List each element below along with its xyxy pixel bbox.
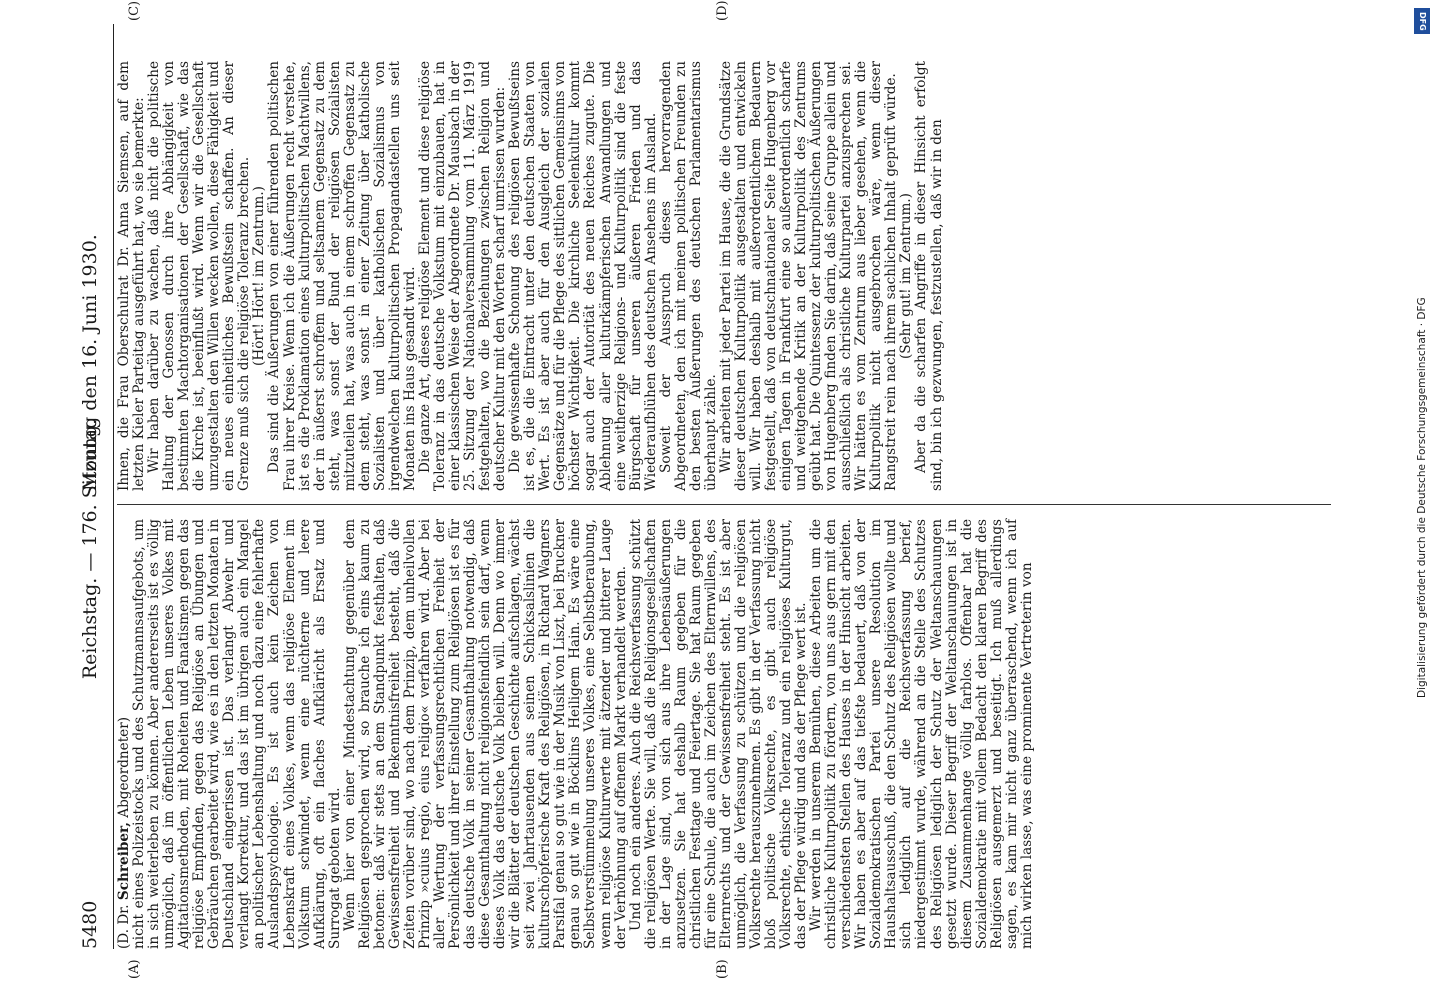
session-title: Reichstag. — 176. Sitzung.	[79, 418, 101, 680]
page-number: 5480	[79, 900, 101, 949]
paragraph: (Hört! Hört! im Zentrum.)	[251, 186, 268, 366]
margin-mark-c: (C)	[127, 0, 142, 21]
margin-mark-b: (B)	[715, 959, 730, 979]
speaker-prefix: (D. Dr.	[116, 904, 132, 949]
paragraph: Aber da die scharfen Angriffe in dieser Hinsicht erfolgt sind, bin ich gezwungen, festzustellen, daß wir in den	[913, 61, 945, 491]
session-date: Montag den 16. Juni 1930.	[79, 234, 101, 491]
paragraph: nicht eines Polizeistocks und des Schutzmannsaufgebots, um in sich weiterleben zu können. Aber andererseits ist es völlig unmöglich, daß im öffentlichen Leben unseres Volkes mit Agitationsmethoden, mit Roheiten und Fanatismen gegen das religiöse Empfinden, gegen das Religiöse an Übungen und Gebräuchen gearbeitet wird, wie es in den letzten Monaten in Deutschland eingerissen ist. Das verlangt Abwehr und verlangt Korrektur, und das ist im übrigen auch ein Mangel an politischer Lebenshaltung und noch dazu eine fehlerhafte Auslandspsychologie. Es ist auch kein Zeichen von Lebenskraft eines Volkes, wenn das religiöse Element im Volkstum schwindet, wenn eine nüchterne und leere Aufklärung, oft ein flaches Aufkläricht als Ersatz und Surrogat geboten wird.	[131, 519, 343, 949]
column-divider	[117, 504, 1331, 505]
paragraph: Die ganze Art, dieses religiöse Element und diese religiöse Toleranz in das deutsche Volkstum mit einzubauen, hat in einer klassischen Weise der Abgeordnete Dr. Mausbach in der 25. Sitzung der Nationalversammlung vom 11. März 1919 festgehalten, wo die Beziehungen zwischen Religion und deutscher Kultur mit den Worten scharf umrissen wurden:	[416, 61, 509, 491]
paragraph: Wenn hier von einer Mindestachtung gegenüber dem Religiösen gesprochen wird, so brauche ich eins kaum zu betonen: daß wir stets an dem Standpunkt festhalten, daß Gewissensfreiheit und Bekenntnisfreiheit besteht, daß die Zeiten vorüber sind, wo nach dem Prinzip, dem unheilvollen Prinzip »cuius regio, eius religio« verfahren wird. Aber bei aller Wertung der verfassungsrechtlichen Freiheit der Persönlichkeit und ihrer Einstellung zum Religiösen ist es für das deutsche Volk in seiner Gesamthaltung notwendig, daß diese Gesamthaltung nicht religionsfeindlich sein darf, wenn dieses Volk das deutsche Volk bleiben will. Denn wo immer wir die Blätter der deutschen Geschichte aufschlagen, wächst seit zwei Jahrtausenden aus seinen Schicksalslinien die kulturschöpferische Kraft des Religiösen, in Richard Wagners Parsifal genau so gut wie in der Musik von Liszt, bei Bruckner genau so gut wie in Böcklins Heiligem Hain. Es wäre eine Selbstverstümmelung unseres Volkes, eine Selbstberaubung, wenn religiöse Kulturwerte mit ätzender und bitterer Lauge der Verhöhnung auf offenem Markt verhandelt werden.	[341, 519, 629, 949]
left-column	[117, 519, 1035, 949]
paragraph: Wir arbeiten mit jeder Partei im Hause, die die Grundsätze dieser deutschen Kulturpolitik ausgestalten und entwickeln will. Wir haben deshalb mit außerordentlichem Bedauern festgestellt, daß von deutschnationaler Seite Hugenberg vor einigen Tagen in Frankfurt eine so außerordentlich scharfe und weitgehende Kritik an der Kulturpolitik des Zentrums geübt hat. Die Quintessenz der kulturpolitischen Äußerungen von Hugenberg finden Sie darin, daß seine Gruppe allein und ausschließlich als christliche Kulturpartei anzusprechen sei. Wir hätten es vom Zentrum aus lieber gesehen, wenn die Kulturpolitik nicht ausgebrochen wäre, wenn dieser Rangstreit rein nach ihrem sachlichen Inhalt geprüft würde.	[717, 61, 900, 491]
paragraph: Wir werden in unserem Bemühen, diese Arbeiten um die christliche Kulturpolitik zu fördern, von uns aus gern mit den verschiedensten Stellen des Hauses in der Hinsicht arbeiten. Wir haben es aber auf das tiefste bedauert, daß von der Sozialdemokratischen Partei unsere Resolution im Haushaltsausschuß, die den Schutz des Religiösen wollte und sich lediglich auf die Reichsverfassung berief, niedergestimmt wurde, während an die Stelle des Schutzes des Religiösen lediglich der Schutz der Weltanschauungen gesetzt wurde. Dieser Begriff der Weltanschauungen ist in diesem Zusammenhange völlig farblos. Offenbar hat die Sozialdemokratie mit vollem Bedacht den klaren Begriff des Religiösen ausgemerzt und beseitigt. Ich muß allerdings sagen, es kam mir nicht ganz überraschend, wenn ich auf mich wirken lasse, was eine prominente Vertreterin von	[808, 519, 1035, 949]
paragraph: Wir haben darüber zu wachen, daß nicht die politische Haltung der Genossen durch ihre Abhängigkeit von bestimmten Machtorganisationen der Gesellschaft, wie das die Kirche ist, beeinflußt wird. Wenn wir die Gesellschaft umzugestalten den Willen wecken wollen, diese Fähigkeit und ein neues einheitliches Bewußtsein schaffen. An dieser Grenze muß sich die religiöse Toleranz brechen.	[146, 61, 253, 491]
dfg-logo: DFG	[1414, 8, 1430, 34]
paragraph: Das sind die Äußerungen von einer führenden politischen Frau ihrer Kreise. Wenn ich die Äußerungen recht verstehe, ist es die Proklamation eines kulturpolitischen Machtwillens, der in äußerst schroffem und seltsamem Gegensatz zu dem steht, was sonst der Bund der religiösen Sozialisten mitzuteilen hat, was auch in einem schroffen Gegensatz zu dem steht, was sonst in einer Zeitung über katholische Sozialisten und über katholischen Sozialismus von irgendwelchen kulturpolitischen Propagandastellen uns seit Monaten ins Haus gesandt wird.	[266, 61, 418, 491]
paragraph: (Sehr gut! im Zentrum.)	[898, 193, 915, 359]
header-rule	[113, 24, 114, 949]
paragraph: Ihnen, die Frau Oberschulrat Dr. Anna Siemsen, auf dem letzten Kieler Parteitag ausgeführt hat, wo sie bemerkte:	[116, 61, 148, 491]
paragraph: Die gewissenhafte Schonung des religiösen Bewußtseins ist es, die die Eintracht unter den deutschen Staaten von Wert. Es ist aber auch für den Ausgleich der sozialen Gegensätze und für die Pflege des sittlichen Gemeinsinns von höchster Wichtigkeit. Die kirchliche Seelenkultur kommt sogar auch der Autorität des neuen Reiches zugute. Die Ablehnung aller kulturkämpferischen Anwandlungen und eine weitherzige Religions- und Kulturpolitik sind die feste Bürgschaft für unseren äußeren Frieden und das Wiederaufblühen des deutschen Ansehens im Ausland.	[507, 61, 659, 491]
digitization-credit	[1413, 8, 1431, 698]
paragraph: Soweit der Ausspruch dieses hervorragenden Abgeordneten, den ich mit meinen politischen Freunden zu den besten Äußerungen des deutschen Parlamentarismus überhaupt zähle.	[657, 61, 719, 491]
speaker-line	[117, 519, 132, 949]
paragraph: Und noch ein anderes. Auch die Reichsverfassung schützt die religiösen Werte. Sie will, daß die Religionsgesellschaften in der Lage sind, von sich aus ihre Lebensäußerungen anzusetzen. Sie hat deshalb Raum gegeben für die christlichen Festtage und Feiertage. Sie hat Raum gegeben für eine Schule, die auch im Zeichen des Elternwillens, des Elternrechts und der Gewissensfreiheit steht. Es ist aber unmöglich, die Verfassung zu schützen und die religiösen Volksrechte herauszunehmen. Es gibt in der Verfassung nicht bloß politische Volksrechte, es gibt auch religiöse Volksrechte, ethische Toleranz und ein religiöses Kulturgut, das der Pflege würdig und das der Pflege wert ist.	[627, 519, 810, 949]
rotated-page	[75, 0, 1335, 979]
right-column	[117, 61, 945, 491]
speaker-name: Schreiber,	[116, 822, 132, 901]
margin-mark-a: (A)	[127, 959, 142, 979]
speaker-role: Abgeordneter)	[116, 716, 132, 818]
margin-mark-d: (D)	[715, 0, 730, 21]
page-header	[75, 24, 115, 949]
digitization-caption: Digitalisierung gefördert durch die Deutsche Forschungsgemeinschaft · DFG	[1416, 297, 1428, 698]
